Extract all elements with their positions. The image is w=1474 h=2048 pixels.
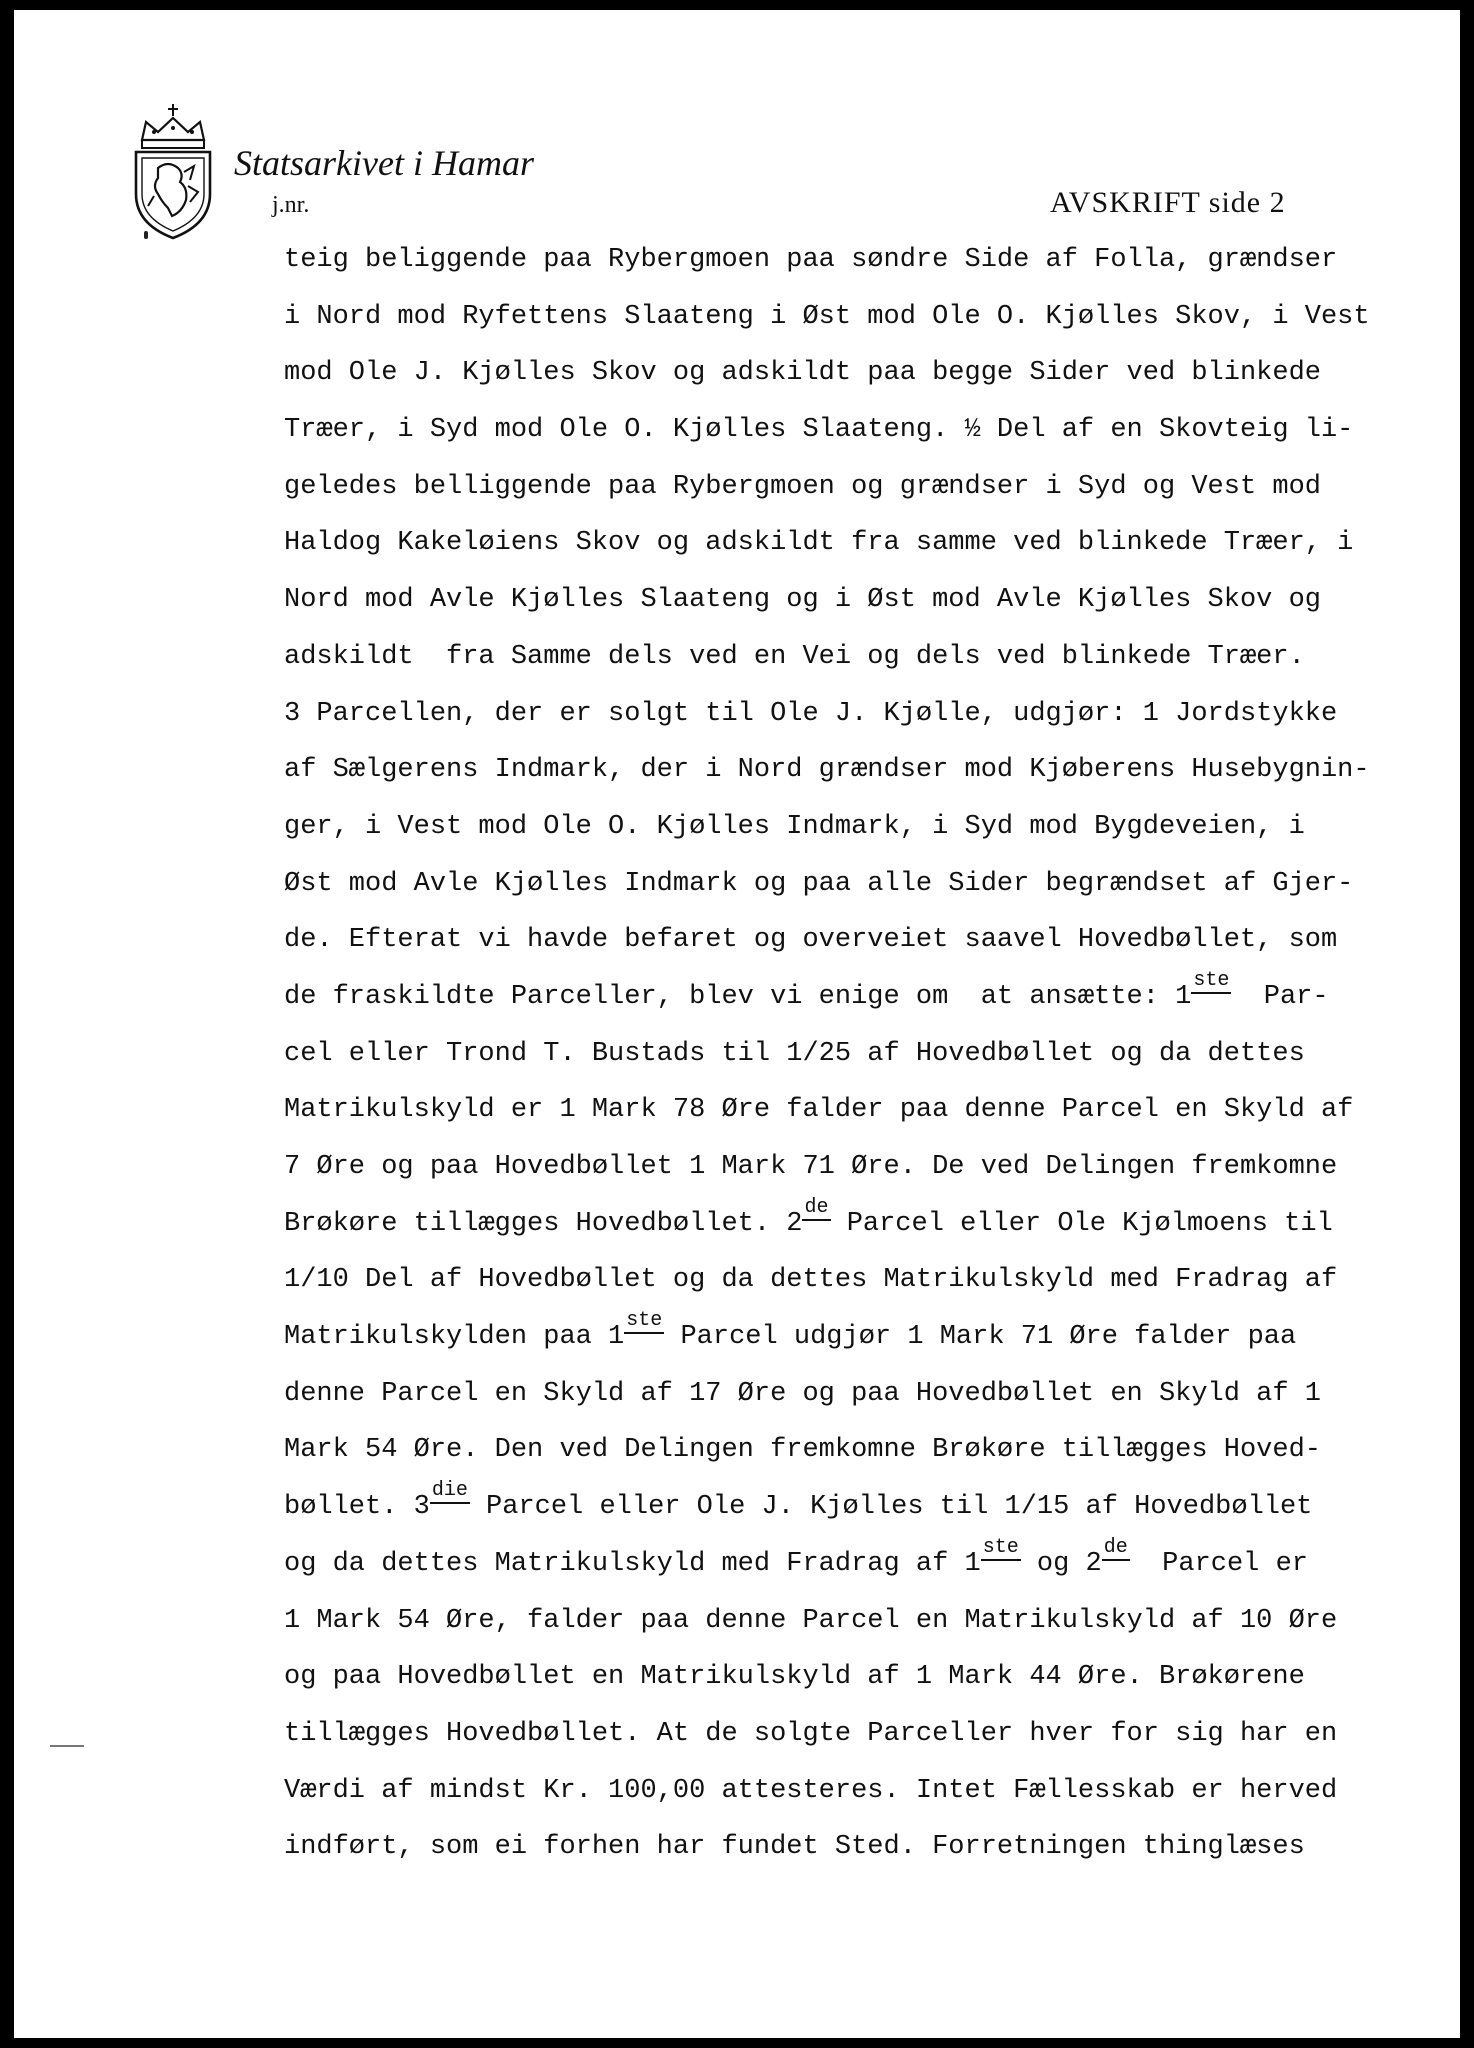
text-line: [284, 515, 1434, 572]
ordinal-superscript: de: [1103, 1535, 1128, 1559]
ordinal-superscript: die: [431, 1479, 468, 1503]
line-text: Værdi af mindst Kr. 100,00 attesteres. Intet Fællesskab er herved: [284, 1775, 1338, 1806]
text-line: [284, 686, 1434, 743]
line-text: Øst mod Avle Kjølles Indmark og paa alle Sider begrændset af Gjer-: [284, 868, 1354, 899]
ordinal-superscript: de: [804, 1195, 829, 1219]
line-text: 1/10 Del af Hovedbøllet og da dettes Matrikulskyld med Fradrag af: [284, 1265, 1338, 1296]
text-line: [284, 969, 1434, 1026]
text-line: [284, 1763, 1434, 1820]
text-line: [284, 459, 1434, 516]
text-line: [284, 1252, 1434, 1309]
line-text: og paa Hovedbøllet en Matrikulskyld af 1 Mark 44 Øre. Brøkørene: [284, 1662, 1305, 1693]
text-line: [284, 1139, 1434, 1196]
text-line: [284, 1309, 1434, 1366]
text-line: [284, 742, 1434, 799]
text-line: [284, 1536, 1434, 1593]
transcript-body: [284, 232, 1434, 1876]
archive-name: Statsarkivet i Hamar: [234, 143, 534, 183]
line-text: adskildt fra Samme dels ved en Vei og dels ved blinkede Træer.: [284, 641, 1305, 672]
line-text: Parcel eller Ole J. Kjølles til 1/15 af Hovedbøllet: [469, 1492, 1313, 1523]
ordinal-superscript: ste: [626, 1309, 663, 1333]
journal-number-label: j.nr.: [272, 192, 310, 218]
document-page: [14, 10, 1460, 2038]
line-text: Par-: [1231, 981, 1329, 1012]
text-line: [284, 1026, 1434, 1083]
text-line: [284, 1082, 1434, 1139]
line-text: de. Efterat vi havde befaret og overveiet saavel Hovedbøllet, som: [284, 925, 1338, 956]
line-text: bøllet. 3: [284, 1492, 430, 1523]
line-text: Haldog Kakeløiens Skov og adskildt fra samme ved blinkede Træer, i: [284, 528, 1354, 559]
text-line: [284, 1422, 1434, 1479]
text-line: [284, 1196, 1434, 1253]
text-line: [284, 1479, 1434, 1536]
line-text: Brøkøre tillægges Hovedbøllet. 2: [284, 1208, 803, 1239]
line-text: og 2: [1020, 1548, 1102, 1579]
text-line: [284, 1366, 1434, 1423]
line-text: Matrikulskylden paa 1: [284, 1322, 625, 1353]
line-text: de fraskildte Parceller, blev vi enige om at ansætte: 1: [284, 981, 1192, 1012]
ink-mark: [144, 231, 148, 239]
line-text: teig beliggende paa Rybergmoen paa søndre Side af Folla, grændser: [284, 245, 1338, 275]
line-text: Træer, i Syd mod Ole O. Kjølles Slaateng. ½ Del af en Skovteig li-: [284, 415, 1354, 446]
text-line: [284, 345, 1434, 402]
line-text: denne Parcel en Skyld af 17 Øre og paa Hovedbøllet en Skyld af 1: [284, 1378, 1321, 1409]
ordinal-superscript: ste: [982, 1535, 1019, 1559]
ordinal-superscript: ste: [1193, 968, 1230, 992]
line-text: Nord mod Avle Kjølles Slaateng og i Øst mod Avle Kjølles Skov og: [284, 585, 1321, 616]
line-text: Matrikulskyld er 1 Mark 78 Øre falder paa denne Parcel en Skyld af: [284, 1095, 1354, 1126]
coat-of-arms-icon: [128, 102, 218, 242]
line-text: 3 Parcellen, der er solgt til Ole J. Kjølle, udgjør: 1 Jordstykke: [284, 698, 1338, 729]
page-label: AVSKRIFT side 2: [1050, 186, 1286, 219]
text-line: [284, 232, 1434, 289]
line-text: indført, som ei forhen har fundet Sted. Forretningen thinglæses: [284, 1832, 1305, 1863]
text-line: [284, 572, 1434, 629]
text-line: [284, 1819, 1434, 1876]
line-text: og da dettes Matrikulskyld med Fradrag af 1: [284, 1548, 981, 1579]
line-text: geledes belliggende paa Rybergmoen og grændser i Syd og Vest mod: [284, 471, 1321, 502]
line-text: Parcel er: [1129, 1548, 1308, 1579]
text-line: [284, 856, 1434, 913]
line-text: Mark 54 Øre. Den ved Delingen fremkomne Brøkøre tillægges Hoved-: [284, 1435, 1321, 1466]
line-text: af Sælgerens Indmark, der i Nord grændser mod Kjøberens Husebygnin-: [284, 755, 1370, 786]
text-line: [284, 629, 1434, 686]
line-text: tillægges Hovedbøllet. At de solgte Parceller hver for sig har en: [284, 1718, 1338, 1749]
line-text: ger, i Vest mod Ole O. Kjølles Indmark, i Syd mod Bygdeveien, i: [284, 811, 1305, 842]
text-line: [284, 799, 1434, 856]
text-line: [284, 1649, 1434, 1706]
text-line: [284, 289, 1434, 346]
line-text: Parcel eller Ole Kjølmoens til: [830, 1208, 1333, 1239]
text-line: [284, 1706, 1434, 1763]
text-line: [284, 912, 1434, 969]
text-line: [284, 1593, 1434, 1650]
line-text: i Nord mod Ryfettens Slaateng i Øst mod Ole O. Kjølles Skov, i Vest: [284, 301, 1370, 332]
line-text: Parcel udgjør 1 Mark 71 Øre falder paa: [664, 1322, 1297, 1353]
line-text: cel eller Trond T. Bustads til 1/25 af Hovedbøllet og da dettes: [284, 1038, 1305, 1069]
line-text: 7 Øre og paa Hovedbøllet 1 Mark 71 Øre. De ved Delingen fremkomne: [284, 1152, 1338, 1182]
margin-mark: [50, 1745, 84, 1747]
line-text: mod Ole J. Kjølles Skov og adskildt paa begge Sider ved blinkede: [284, 358, 1321, 389]
line-text: 1 Mark 54 Øre, falder paa denne Parcel en Matrikulskyld af 10 Øre: [284, 1605, 1338, 1636]
text-line: [284, 402, 1434, 459]
